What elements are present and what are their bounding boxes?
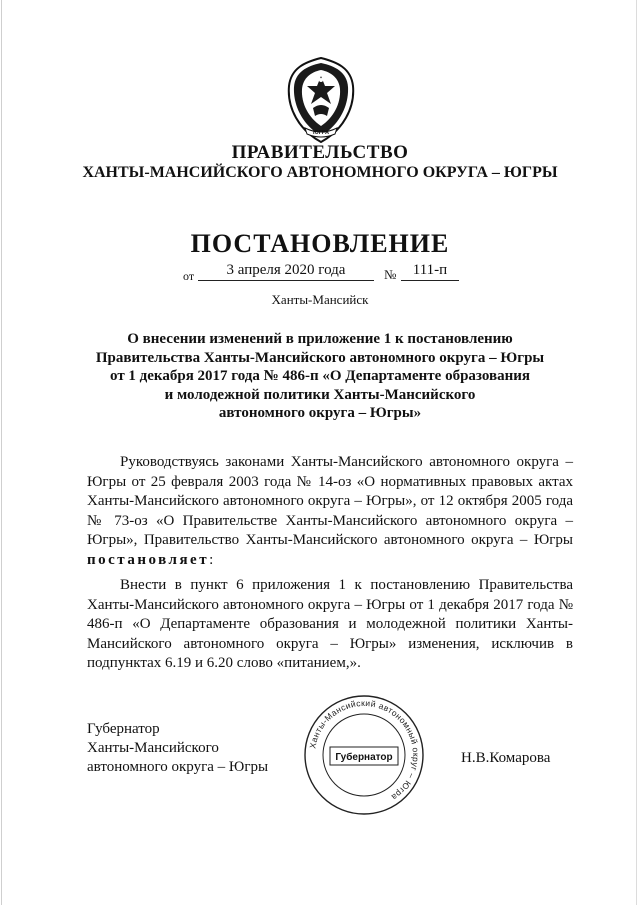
signer-position-line: Ханты-Мансийского <box>87 740 219 756</box>
body-paragraph-preamble <box>87 453 573 570</box>
signer-position-line: автономного округа – Югры <box>87 759 269 775</box>
coat-of-arms-emblem <box>285 56 357 144</box>
number-label: № <box>384 267 397 282</box>
from-label: от <box>183 269 195 283</box>
official-seal-stamp <box>302 693 426 817</box>
svg-text:ЮГРА: ЮГРА <box>313 130 329 136</box>
signatory-name: Н.В.Комарова <box>461 750 551 766</box>
document-number: 111-п <box>401 262 459 281</box>
preamble-text: Руководствуясь законами Ханты-Мансийского автономного округа – Югры от 25 февраля 2003 года № 14-оз «О нормативных правовых актах Ханты-Мансийского автономного округа – Югры», от 12 октября 2005 года № 73-оз «О Правительстве Ханты-Мансийского автономного округа – Югры», Правительство Ханты-Мансийского автономного округа – Югры <box>87 454 573 548</box>
signer-position-line: Губернатор <box>87 721 160 737</box>
resolves-word: постановляет <box>87 551 210 568</box>
subject-line: Правительства Ханты-Мансийского автономного округа – Югры <box>95 349 545 366</box>
region-title: ХАНТЫ-МАНСИЙСКОГО АВТОНОМНОГО ОКРУГА – ЮГРЫ <box>82 164 558 181</box>
scan-edge-right <box>636 0 637 905</box>
subject-line: и молодежной политики Ханты-Мансийского <box>164 386 476 403</box>
subject-line: автономного округа – Югры» <box>218 405 422 421</box>
document-subject <box>60 330 580 423</box>
government-title: ПРАВИТЕЛЬСТВО <box>231 142 409 163</box>
signer-position <box>87 720 268 777</box>
document-city: Ханты-Мансийск <box>271 292 369 307</box>
subject-line: О внесении изменений в приложение 1 к постановлению <box>127 331 513 347</box>
seal-ring-text: Ханты-Мансийский автономный округ – Югра <box>307 697 422 803</box>
document-date: 3 апреля 2020 года <box>198 262 374 281</box>
document-type: ПОСТАНОВЛЕНИЕ <box>190 229 450 258</box>
preamble-colon: : <box>209 551 214 568</box>
body-paragraph-operative: Внести в пункт 6 приложения 1 к постановлению Правительства Ханты-Мансийского автономного округа – Югры от 1 декабря 2017 года № 486-п «О Департаменте образования и молодежной политики Ханты-Мансийского автономного округа – Югры» изменения, исключив в подпунктах 6.19 и 6.20 слово «питанием,». <box>87 577 573 671</box>
subject-line: от 1 декабря 2017 года № 486-п «О Департаменте образования <box>110 368 530 384</box>
scan-edge-left <box>1 0 2 905</box>
date-number-row <box>0 262 640 284</box>
seal-center-text: Губернатор <box>335 752 393 763</box>
